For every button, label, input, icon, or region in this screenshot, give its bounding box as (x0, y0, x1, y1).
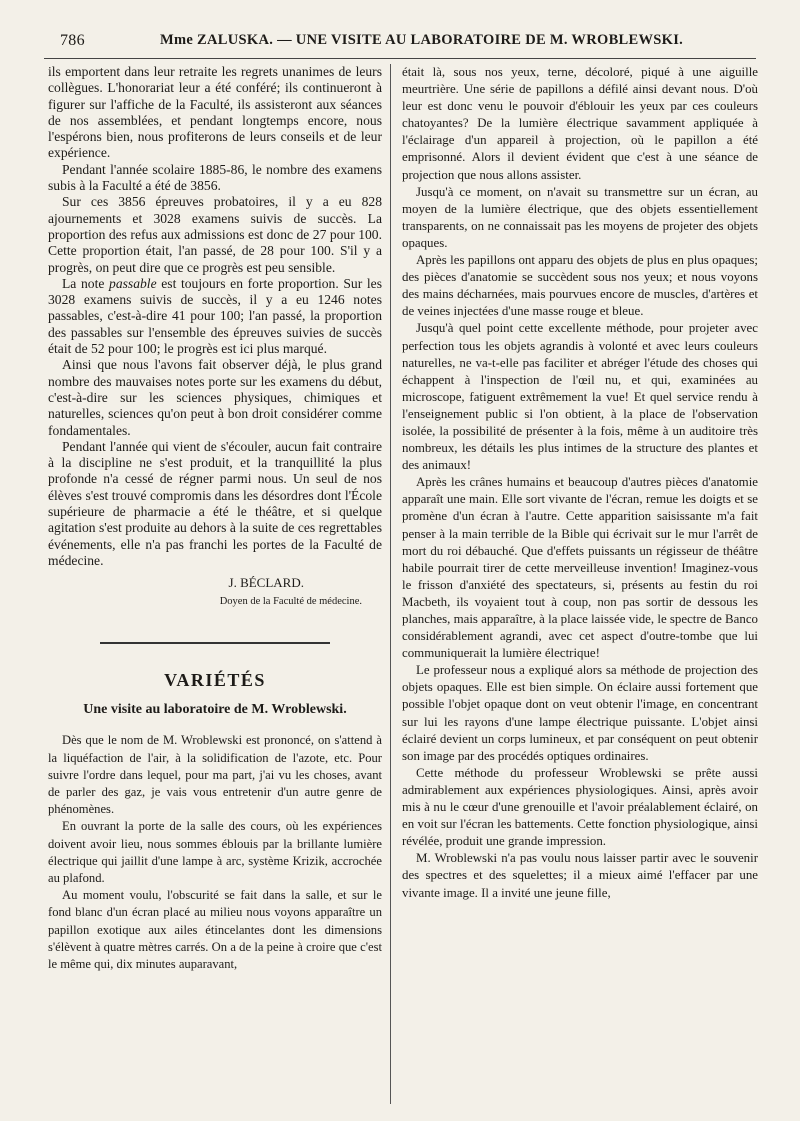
paragraph: Sur ces 3856 épreuves probatoires, il y a eu 828 ajournements et 3028 examens suivis de succès. La proportion des refus aux admissions est donc de 27 pour 100. Cette proportion était, l'an passé, de 28 pour 100. S'il y a progrès, on peut dire que ce progrès est peu sensible. (48, 194, 382, 275)
column-divider (390, 64, 391, 1104)
paragraph: Au moment voulu, l'obscurité se fait dans la salle, et sur le fond blanc d'un écran placé au milieu nous voyons apparaître un papillon exotique aux ailes étincelantes dont les dimensions s'élèvent à quatre mètres carrés. On a de la peine à croire que c'est le même qui, dix minutes auparavant, (48, 888, 382, 972)
article-title: Une visite au laboratoire de M. Wroblewski. (83, 702, 347, 718)
paragraph (48, 276, 382, 357)
signature-title: Doyen de la Faculté de médecine. (219, 595, 362, 607)
signature-name: J. BÉCLARD. (228, 575, 304, 591)
paragraph: Après les papillons ont apparu des objets de plus en plus opaques; des pièces d'anatomie se succèdent sous nos yeux; et nous voyons des mains décharnées, mais pourvues encore de muscles, d'artères et de veines injectées d'une masse rouge et bleue. (402, 253, 758, 319)
section-rule (100, 642, 330, 644)
left-column (48, 64, 382, 973)
paragraph: Pendant l'année qui vient de s'écouler, aucun fait contraire à la discipline ne s'est produit, et la tranquillité la plus profonde n'a cessé de régner parmi nous. Un seul de nos élèves s'est trouvé compromis dans les désordres dont l'École supérieure de pharmacie a été le théâtre, et si quelque agitation s'est produite au dehors à la suite de ces regrettables événements, elle n'a pas franchi les portes de la Faculté de médecine. (48, 438, 382, 568)
text-run: La note (62, 275, 110, 291)
right-column (402, 64, 758, 902)
page-header (60, 30, 750, 54)
paragraph: M. Wroblewski n'a pas voulu nous laisser partir avec le souvenir des spectres et des squelettes; il a mieux aimé l'effacer par une vivante image. Il a invité une jeune fille, (402, 851, 758, 900)
paragraph: Ainsi que nous l'avons fait observer déjà, le plus grand nombre des mauvaises notes porte sur les examens du début, c'est-à-dire sur les sciences physiques, chimiques et naturelles, sciences qu'on peut à bon droit considérer comme fondamentales. (48, 357, 382, 438)
paragraph: Pendant l'année scolaire 1885-86, le nombre des examens subis à la Faculté a été de 3856. (48, 161, 382, 194)
paragraph: Le professeur nous a expliqué alors sa méthode de projection des objets opaques. Elle est bien simple. On éclaire aussi fortement que possible l'objet opaque dont on veut obtenir l'image, en concentrant sur lui les rayons d'une lampe électrique puissante. L'objet ainsi éclairé devient un corps lumineux, et par conséquent on peut obtenir son image par des procédés optiques ordinaires. (402, 663, 758, 763)
paragraph: ils emportent dans leur retraite les regrets unanimes de leurs collègues. L'honorariat leur a été conféré; ils continueront à figurer sur l'affiche de la Faculté, ils assisteront aux séances de nos assemblées, et pendant longtemps encore, nous l'espérons bien, nous profiterons de leurs conseils et de leur expérience. (48, 64, 382, 161)
text-run: est toujours en forte proportion. Sur les 3028 examens suivis de succès, il y a eu 1246 notes passables, c'est-à-dire 41 pour 100; l'an passé, la proportion des passables sur l'ensemble des épreuves suivies de succès était de 52 pour 100; le progrès est ici plus marqué. (48, 275, 382, 357)
paragraph: Après les crânes humains et beaucoup d'autres pièces d'anatomie apparaît une main. Elle sort vivante de l'écran, remue les doigts et se promène d'un écran à l'autre. Cette apparition saisissante m'a fait penser à la main terrible de la Bible qui écrivait sur le mur l'arrêt de mort du roi débauché. Que d'effets puissants un régisseur de théâtre habile pourrait tirer de cette merveilleuse invention! Imaginez-vous le frisson d'anxiété des spectateurs, si, présents au festin du roi Macbeth, ils voyaient tout à coup, non pas sortir de dessous les planches, mais apparaître, à la place laissée vide, le spectre de Banco considérablement agrandi, avec cet aspect d'outre-tombe que lui communiquerait la lumière électrique! (402, 475, 758, 661)
emphasis: passable (109, 275, 157, 291)
paragraph: Cette méthode du professeur Wroblewski se prête aussi admirablement aux expériences physiologiques. Ainsi, après avoir mis à nu le cœur d'une grenouille et l'avoir préalablement éclairé, on en voit sur l'écran les battements. Cette fonction physiologique, ainsi révélée, produit une grande impression. (402, 765, 758, 849)
header-rule (44, 58, 756, 59)
paragraph: Jusqu'à quel point cette excellente méthode, pour projeter avec perfection tous les objets agrandis à volonté et avec leurs couleurs naturelles, ne va-t-elle pas faciliter et abréger l'étude des choses qui échappent à l'inspection de l'œil nu, et qui, examinées au microscope, fatiguent extrêmement la vue! Et quel service rendu à l'enseignement public si l'on obtient, à la place de l'observation isolée, la possibilité de présenter à la fois, même à un auditoire très nombreux, les détails les plus intimes de la structure des plantes et des animaux! (402, 321, 758, 473)
article-start (48, 732, 382, 973)
paragraph: Dès que le nom de M. Wroblewski est prononcé, on s'attend à la liquéfaction de l'air, à la solidification de l'azote, etc. Pour suivre l'ordre dans lequel, pour ma part, j'ai vu les choses, avant de parler des gaz, je vais vous entretenir d'un autre genre de phénomènes. (48, 733, 382, 817)
paragraph: En ouvrant la porte de la salle des cours, où les expériences doivent avoir lieu, nous sommes éblouis par la brillante lumière électrique qui jaillit d'une lampe à arc, système Krizik, accrochée au plafond. (48, 819, 382, 886)
paragraph: était là, sous nos yeux, terne, décoloré, piqué à une aiguille meurtrière. Une série de papillons a défilé ainsi devant nous. D'où leur est donc venu le pouvoir d'éblouir les yeux par ces couleurs chatoyantes? De la lumière électrique savamment appliquée à l'éclairage d'un appareil à projection, où le papillon a été emprisonné. Alors il devient évident que c'est à une séance de projection que nous allons assister. (402, 65, 758, 182)
section-title: VARIÉTÉS (164, 669, 266, 690)
paragraph: Jusqu'à ce moment, on n'avait su transmettre sur un écran, au moyen de la lumière électrique, que des objets essentiellement transparents, on ne connaissait pas les moyens de projeter des objets opaques. (402, 184, 758, 250)
page-number: 786 (60, 32, 85, 49)
running-title: Mme ZALUSKA. — UNE VISITE AU LABORATOIRE DE M. WROBLEWSKI. (160, 32, 684, 48)
